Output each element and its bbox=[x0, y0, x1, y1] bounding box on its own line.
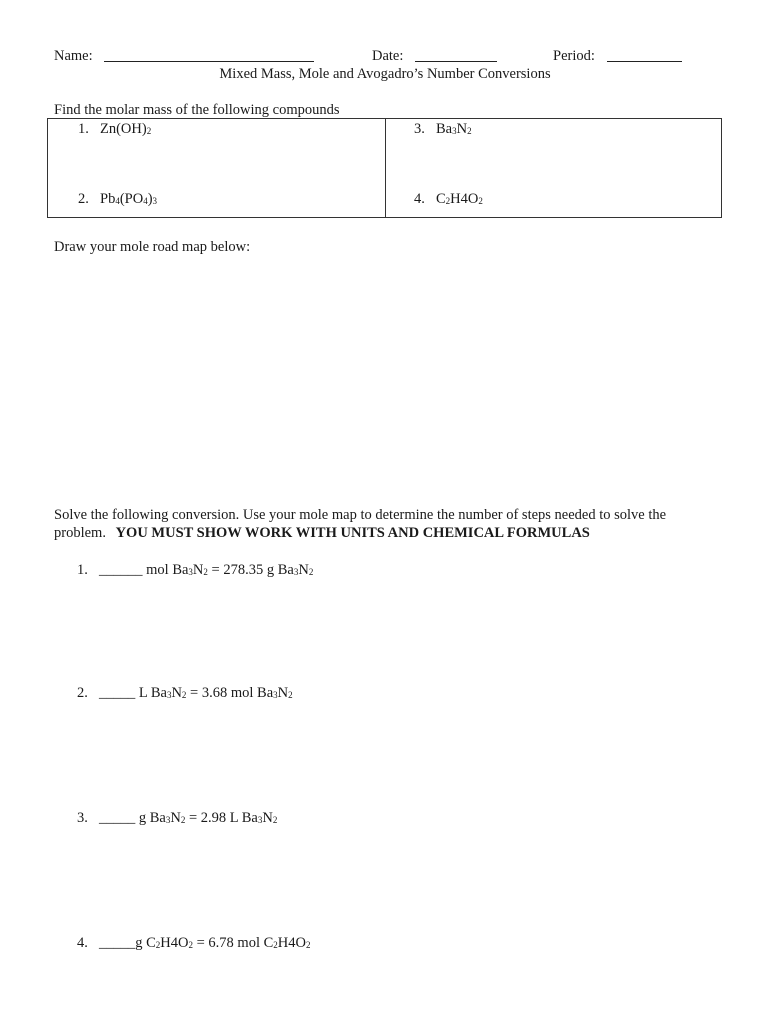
molar-mass-instruction: Find the molar mass of the following compounds bbox=[54, 102, 340, 118]
period-label: Period: bbox=[553, 48, 595, 64]
conversion-instruction-line1: Solve the following conversion. Use your mole map to determine the number of steps needed to solve the bbox=[54, 507, 667, 523]
compound-item-3: 3. $Ba_3N_2$ bbox=[414, 121, 472, 137]
work-area-3[interactable] bbox=[100, 833, 700, 928]
answer-blank[interactable]: _____ bbox=[99, 685, 136, 701]
answer-blank[interactable]: ______ bbox=[99, 562, 143, 578]
answer-blank[interactable]: _____ bbox=[99, 810, 136, 826]
date-label: Date: bbox=[372, 48, 404, 64]
period-field[interactable] bbox=[553, 47, 682, 65]
instruction-plain: problem. bbox=[54, 525, 106, 541]
compound-item-4: 4. $C_2H4O_2$ bbox=[414, 191, 483, 207]
roadmap-instruction: Draw your mole road map below: bbox=[54, 239, 251, 255]
problem-3: 3. _____ g $Ba_3N_2 = 2.98$ L $Ba_3N_2$ bbox=[77, 810, 278, 826]
compound-item-2: 2. $Pb_4(PO_4)_3$ bbox=[78, 191, 158, 207]
conversion-instruction-line2 bbox=[54, 524, 590, 542]
work-area-2[interactable] bbox=[100, 708, 700, 803]
date-field[interactable] bbox=[372, 47, 497, 65]
table-divider bbox=[385, 119, 386, 217]
work-area-1[interactable] bbox=[100, 585, 700, 680]
roadmap-drawing-area[interactable] bbox=[54, 262, 714, 497]
compound-item-1: 1. $Zn(OH)_2$ bbox=[78, 121, 152, 137]
problem-1: 1. ______ mol $Ba_3N_2 = 278.35$ g $Ba_3N_2$ bbox=[77, 562, 314, 578]
answer-blank[interactable]: _____ bbox=[99, 935, 136, 951]
name-label: Name: bbox=[54, 48, 93, 64]
date-blank[interactable] bbox=[415, 47, 497, 62]
name-blank[interactable] bbox=[104, 47, 314, 62]
molar-mass-table bbox=[47, 118, 722, 218]
period-blank[interactable] bbox=[607, 47, 682, 62]
problem-2: 2. _____ L $Ba_3N_2 = 3.68$ mol $Ba_3N_2$ bbox=[77, 685, 293, 701]
instruction-bold: YOU MUST SHOW WORK WITH UNITS AND CHEMICAL FORMULAS bbox=[115, 525, 590, 541]
page-title: Mixed Mass, Mole and Avogadro’s Number Conversions bbox=[219, 66, 551, 82]
problem-4: 4. _____g $C_2H4O_2 = 6.78$ mol $C_2H4O_2$ bbox=[77, 935, 311, 951]
name-field[interactable] bbox=[54, 47, 314, 65]
